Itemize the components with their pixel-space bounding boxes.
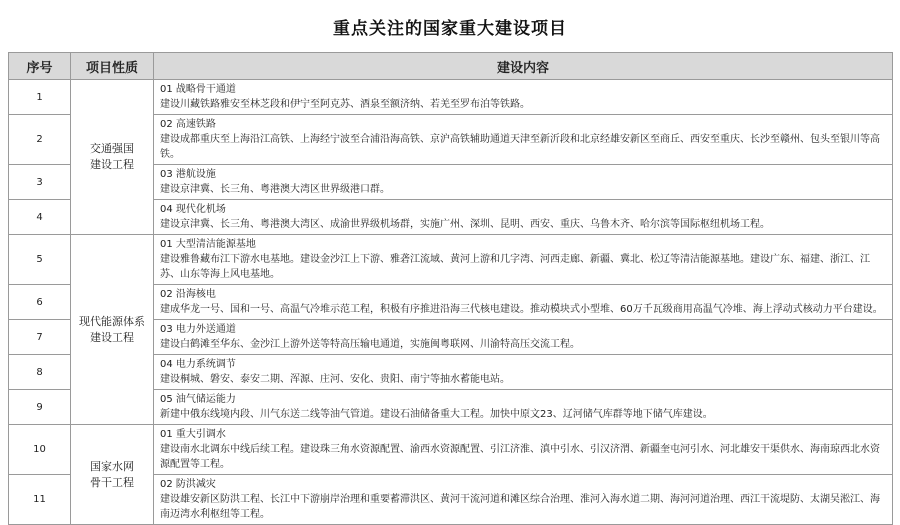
content-cell [154,390,893,425]
item-body: 建设京津冀、长三角、粤港澳大湾区世界级港口群。 [160,184,390,195]
item-title: 02 高速铁路 [160,119,216,130]
table-row [9,235,893,285]
item-title: 05 油气储运能力 [160,394,236,405]
item-body: 建设京津冀、长三角、粤港澳大湾区、成渝世界级机场群，实施广州、深圳、昆明、西安、重庆、乌鲁木齐、哈尔滨等国际枢纽机场工程。 [160,219,770,230]
item-title: 01 大型清洁能源基地 [160,239,256,250]
category-label: 交通强国 建设工程 [90,142,134,171]
item-body: 建成华龙一号、国和一号、高温气冷堆示范工程，积极有序推进沿海三代核电建设。推动模块式小型堆、60万千瓦级商用高温气冷堆、海上浮动式核动力平台建设。 [160,304,883,315]
row-number: 7 [9,320,71,355]
item-body: 建设川藏铁路雅安至林芝段和伊宁至阿克苏、酒泉至额济纳、若羌至罗布泊等铁路。 [160,99,530,110]
content-cell [154,425,893,475]
header-content: 建设内容 [154,53,893,80]
item-title: 02 沿海核电 [160,289,216,300]
item-title: 03 港航设施 [160,169,216,180]
header-number: 序号 [9,53,71,80]
row-number: 9 [9,390,71,425]
table-row [9,80,893,115]
category-cell [71,425,154,525]
category-cell [71,80,154,235]
row-number: 3 [9,165,71,200]
item-body: 建设雄安新区防洪工程、长江中下游崩岸治理和重要蓄滞洪区、黄河干流河道和滩区综合治理、淮河入海水道二期、海河河道治理、西江干流堤防、太湖吴淞江、海南迈湾水利枢纽等工程。 [160,494,880,520]
item-title: 04 现代化机场 [160,204,226,215]
content-cell [154,355,893,390]
projects-table [8,52,893,525]
content-cell [154,165,893,200]
content-cell [154,80,893,115]
item-title: 01 战略骨干通道 [160,84,236,95]
item-body: 建设雅鲁藏布江下游水电基地。建设金沙江上下游、雅砻江流域、黄河上游和几字湾、河西走廊、新疆、冀北、松辽等清洁能源基地。建设广东、福建、浙江、江苏、山东等海上风电基地。 [160,254,870,280]
row-number: 11 [9,475,71,525]
page-title: 重点关注的国家重大建设项目 [333,19,567,39]
row-number: 1 [9,80,71,115]
content-cell [154,475,893,525]
item-title: 04 电力系统调节 [160,359,236,370]
content-cell [154,115,893,165]
item-body: 新建中俄东线境内段、川气东送二线等油气管道。建设石油储备重大工程。加快中原文23、辽河储气库群等地下储气库建设。 [160,409,713,420]
item-body: 建设成都重庆至上海沿江高铁、上海经宁波至合浦沿海高铁、京沪高铁辅助通道天津至新沂段和北京经雄安新区至商丘、西安至重庆、长沙至赣州、包头至银川等高铁。 [160,134,880,160]
header-category: 项目性质 [71,53,154,80]
table-row [9,425,893,475]
item-title: 01 重大引调水 [160,429,226,440]
table-header-row [9,53,893,80]
row-number: 10 [9,425,71,475]
category-label: 国家水网 骨干工程 [90,459,134,489]
item-title: 03 电力外送通道 [160,324,236,335]
row-number: 4 [9,200,71,235]
content-cell [154,320,893,355]
row-number: 8 [9,355,71,390]
row-number: 2 [9,115,71,165]
item-title: 02 防洪减灾 [160,479,216,490]
item-body: 建设桐城、磐安、泰安二期、浑源、庄河、安化、贵阳、南宁等抽水蓄能电站。 [160,374,510,385]
content-cell [154,285,893,320]
item-body: 建设白鹤滩至华东、金沙江上游外送等特高压输电通道，实施闽粤联网、川渝特高压交流工程。 [160,339,580,350]
category-cell [71,235,154,425]
category-label: 现代能源体系 建设工程 [79,314,145,344]
item-body: 建设南水北调东中线后续工程。建设珠三角水资源配置、渝西水资源配置、引江济淮、滇中引水、引汉济渭、新疆奎屯河引水、河北雄安干渠供水、海南琼西北水资源配置等工程。 [160,444,880,470]
row-number: 5 [9,235,71,285]
content-cell [154,235,893,285]
row-number: 6 [9,285,71,320]
content-cell [154,200,893,235]
